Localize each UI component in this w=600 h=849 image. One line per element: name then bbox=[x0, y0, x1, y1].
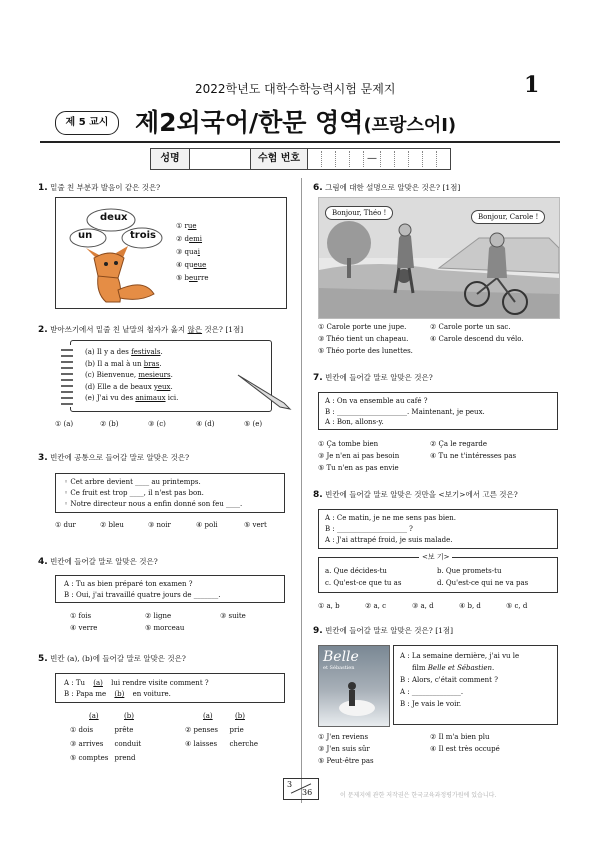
q3-prompt: 3. 빈칸에 공통으로 들어갈 말로 알맞은 것은? bbox=[38, 453, 190, 463]
q2-option-1[interactable]: ① (a) bbox=[55, 420, 74, 428]
q9-option-5[interactable]: ⑤ Peut-être pas bbox=[318, 757, 374, 765]
poster-title: Belle bbox=[323, 649, 359, 665]
q8-line-a: A : Ce matin, je ne me sens pas bien. bbox=[325, 514, 456, 522]
subject-title bbox=[135, 103, 456, 139]
q5-option-3[interactable]: ③ arrives conduit bbox=[70, 740, 142, 748]
q3-option-1[interactable]: ① dur bbox=[55, 521, 76, 529]
q8-bogi-d: d. Qu'est-ce qui ne va pas bbox=[437, 579, 529, 587]
q2-option-5[interactable]: ⑤ (e) bbox=[244, 420, 263, 428]
poster-subtitle: et Sébastien bbox=[323, 665, 355, 671]
speech-bubble-theo: Bonjour, Carole ! bbox=[471, 210, 545, 224]
q9-box bbox=[393, 645, 558, 725]
exam-title: 2022학년도 대학수학능력시험 문제지 bbox=[195, 82, 396, 96]
q1-option-2[interactable]: ② demi bbox=[176, 235, 203, 243]
q3-box bbox=[55, 473, 285, 513]
name-field[interactable] bbox=[190, 149, 251, 169]
speech-bubble-carole: Bonjour, Théo ! bbox=[325, 206, 393, 220]
column-divider bbox=[301, 178, 302, 803]
q1-options bbox=[176, 220, 209, 285]
q5-prompt: 5. 빈칸 (a), (b)에 들어갈 말로 알맞은 것은? bbox=[38, 654, 186, 664]
q2-line-d: (d) Elle a de beaux yeux. bbox=[85, 382, 173, 391]
q2-prompt: 2. 받아쓰기에서 밑줄 친 낱말의 철자가 옳지 않은 것은? [1점] bbox=[38, 325, 244, 335]
q7-box bbox=[318, 392, 558, 430]
q3-option-4[interactable]: ④ poli bbox=[196, 521, 218, 529]
bubble-un: un bbox=[78, 230, 93, 241]
q9-option-1[interactable]: ① J'en reviens bbox=[318, 733, 369, 741]
bubble-deux: deux bbox=[100, 212, 128, 223]
subject-sub: (프랑스어Ⅰ) bbox=[363, 115, 457, 136]
q8-bogi-a: a. Que décides-tu bbox=[325, 567, 387, 575]
q8-option-5[interactable]: ⑤ c, d bbox=[506, 602, 528, 610]
q6-option-1[interactable]: ① Carole porte une jupe. bbox=[318, 323, 407, 331]
q3-line-1: ◦ Cet arbre devient ____ au printemps. bbox=[64, 478, 201, 486]
exam-no-dash: — bbox=[364, 151, 381, 167]
q9-line-1: A : La semaine dernière, j'ai vu le bbox=[400, 652, 520, 660]
q6-option-3[interactable]: ③ Théo tient un chapeau. bbox=[318, 335, 409, 343]
q2-option-4[interactable]: ④ (d) bbox=[196, 420, 215, 428]
q5-line-a: A : Tu (a) lui rendre visite comment ? bbox=[64, 679, 209, 687]
q9-line-2: film Belle et Sébastien. bbox=[412, 664, 495, 672]
q8-prompt: 8. 빈칸에 들어갈 말로 알맞은 것만을 <보기>에서 고른 것은? bbox=[313, 490, 518, 500]
info-row bbox=[150, 148, 451, 170]
q5-col-b-right: (b) bbox=[235, 712, 245, 720]
q8-option-2[interactable]: ② a, c bbox=[365, 602, 387, 610]
q5-col-a-right: (a) bbox=[203, 712, 213, 720]
q7-prompt: 7. 빈칸에 들어갈 말로 알맞은 것은? bbox=[313, 373, 433, 383]
q2-option-2[interactable]: ② (b) bbox=[100, 420, 119, 428]
q3-line-3: ◦ Notre directeur nous a enfin donné son feu ____. bbox=[64, 500, 243, 508]
q9-line-3: B : Alors, c'était comment ? bbox=[400, 676, 498, 684]
q7-line-c: A : Bon, allons-y. bbox=[325, 418, 384, 426]
exam-no-label: 수험 번호 bbox=[251, 149, 308, 169]
q1-option-5[interactable]: ⑤ beurre bbox=[176, 274, 209, 282]
q8-bogi-c: c. Qu'est-ce que tu as bbox=[325, 579, 402, 587]
q9-line-5: B : Je vais le voir. bbox=[400, 700, 462, 708]
q5-col-a-left: (a) bbox=[89, 712, 99, 720]
q1-prompt: 1. 밑줄 친 부분과 발음이 같은 것은? bbox=[38, 183, 161, 193]
exam-no-field[interactable] bbox=[308, 149, 450, 169]
q9-option-4[interactable]: ④ Il est très occupé bbox=[430, 745, 500, 753]
q9-line-4: A : ______________. bbox=[400, 688, 464, 696]
q3-option-2[interactable]: ② bleu bbox=[100, 521, 124, 529]
page-number: 1 bbox=[524, 72, 540, 98]
q6-prompt: 6. 그림에 대한 설명으로 알맞은 것은? [1점] bbox=[313, 183, 461, 193]
q2-line-c: (c) Bienvenue, mesieurs. bbox=[85, 371, 173, 379]
q8-box bbox=[318, 509, 558, 549]
q5-line-b: B : Papa me (b) en voiture. bbox=[64, 690, 171, 698]
q8-option-1[interactable]: ① a, b bbox=[318, 602, 340, 610]
header-rule bbox=[40, 141, 560, 143]
q5-option-4[interactable]: ④ laisses cherche bbox=[185, 740, 259, 748]
q5-option-2[interactable]: ② penses prie bbox=[185, 726, 244, 734]
q1-option-4[interactable]: ④ queue bbox=[176, 261, 207, 269]
notebook-spiral bbox=[61, 345, 73, 407]
page-total: 36 bbox=[302, 788, 313, 797]
q3-line-2: ◦ Ce fruit est trop ____, il n'est pas bon. bbox=[64, 489, 204, 497]
q2-line-e: (e) J'ai vu des animaux ici. bbox=[85, 394, 179, 402]
copyright-notice: 이 문제지에 관한 저작권은 한국교육과정평가원에 있습니다. bbox=[340, 792, 497, 799]
q5-option-5[interactable]: ⑤ comptes prend bbox=[70, 754, 136, 762]
q9-option-2[interactable]: ② Il m'a bien plu bbox=[430, 733, 490, 741]
q7-line-b: B : ____________________. Maintenant, je peux. bbox=[325, 407, 485, 416]
q4-line-b: B : Oui, j'ai travaillé quatre jours de _______. bbox=[64, 591, 221, 599]
period-badge: 제 5 교시 bbox=[55, 111, 119, 135]
dog-and-boy-image bbox=[319, 646, 389, 726]
q4-option-5[interactable]: ⑤ morceau bbox=[145, 624, 185, 632]
q2-lines bbox=[85, 347, 178, 405]
q5-col-b-left: (b) bbox=[124, 712, 134, 720]
q8-option-3[interactable]: ③ a, d bbox=[412, 602, 434, 610]
q2-notebook bbox=[70, 340, 272, 412]
q1-figure bbox=[55, 197, 287, 309]
q4-option-1[interactable]: ① fois bbox=[70, 612, 92, 620]
q9-option-3[interactable]: ③ J'en suis sûr bbox=[318, 745, 370, 753]
movie-poster bbox=[318, 645, 390, 727]
q7-option-3[interactable]: ③ Je n'en ai pas besoin bbox=[318, 452, 400, 460]
q8-line-b: B : ____________________ ? bbox=[325, 525, 413, 533]
q6-option-4[interactable]: ④ Carole descend du vélo. bbox=[430, 335, 524, 343]
q6-option-2[interactable]: ② Carole porte un sac. bbox=[430, 323, 511, 331]
q3-option-3[interactable]: ③ noir bbox=[148, 521, 171, 529]
q7-option-2[interactable]: ② Ça le regarde bbox=[430, 440, 487, 448]
q3-option-5[interactable]: ⑤ vert bbox=[244, 521, 267, 529]
bubble-trois: trois bbox=[130, 230, 156, 241]
q6-option-5[interactable]: ⑤ Théo porte des lunettes. bbox=[318, 347, 413, 355]
q4-line-a: A : Tu as bien préparé ton examen ? bbox=[64, 580, 193, 588]
q1-option-3[interactable]: ③ quai bbox=[176, 248, 200, 256]
q6-illustration bbox=[318, 197, 560, 319]
q4-prompt: 4. 빈칸에 들어갈 말로 알맞은 것은? bbox=[38, 557, 158, 567]
q1-option-1[interactable]: ① rue bbox=[176, 222, 197, 230]
q4-option-4[interactable]: ④ verre bbox=[70, 624, 98, 632]
q7-line-a: A : On va ensemble au café ? bbox=[325, 397, 428, 405]
pencil-icon bbox=[236, 371, 296, 411]
q4-box bbox=[55, 575, 285, 603]
q9-prompt: 9. 빈칸에 들어갈 말로 알맞은 것은? [1점] bbox=[313, 626, 454, 636]
q8-line-c: A : J'ai attrapé froid, je suis malade. bbox=[325, 536, 453, 544]
q7-option-5[interactable]: ⑤ Tu n'en as pas envie bbox=[318, 464, 399, 472]
q8-bogi-b: b. Que promets-tu bbox=[437, 567, 502, 575]
name-label: 성명 bbox=[151, 149, 190, 169]
q2-line-a: (a) Il y a des festivals. bbox=[85, 348, 163, 356]
q5-box bbox=[55, 673, 285, 703]
q7-option-4[interactable]: ④ Tu ne t'intéresses pas bbox=[430, 452, 517, 460]
q4-option-2[interactable]: ② ligne bbox=[145, 612, 172, 620]
q2-line-b: (b) Il a mal à un bras. bbox=[85, 359, 162, 368]
page-current: 3 bbox=[287, 780, 293, 789]
q5-option-1[interactable]: ① dois prête bbox=[70, 726, 134, 734]
q2-option-3[interactable]: ③ (c) bbox=[148, 420, 166, 428]
q8-option-4[interactable]: ④ b, d bbox=[459, 602, 481, 610]
q8-bogi-box bbox=[318, 553, 558, 593]
q7-option-1[interactable]: ① Ça tombe bien bbox=[318, 440, 379, 448]
q4-option-3[interactable]: ③ suite bbox=[220, 612, 246, 620]
page-indicator bbox=[283, 778, 319, 800]
subject-main: 제2외국어/한문 영역 bbox=[135, 108, 364, 137]
q8-bogi-label: <보 기> bbox=[419, 552, 452, 562]
